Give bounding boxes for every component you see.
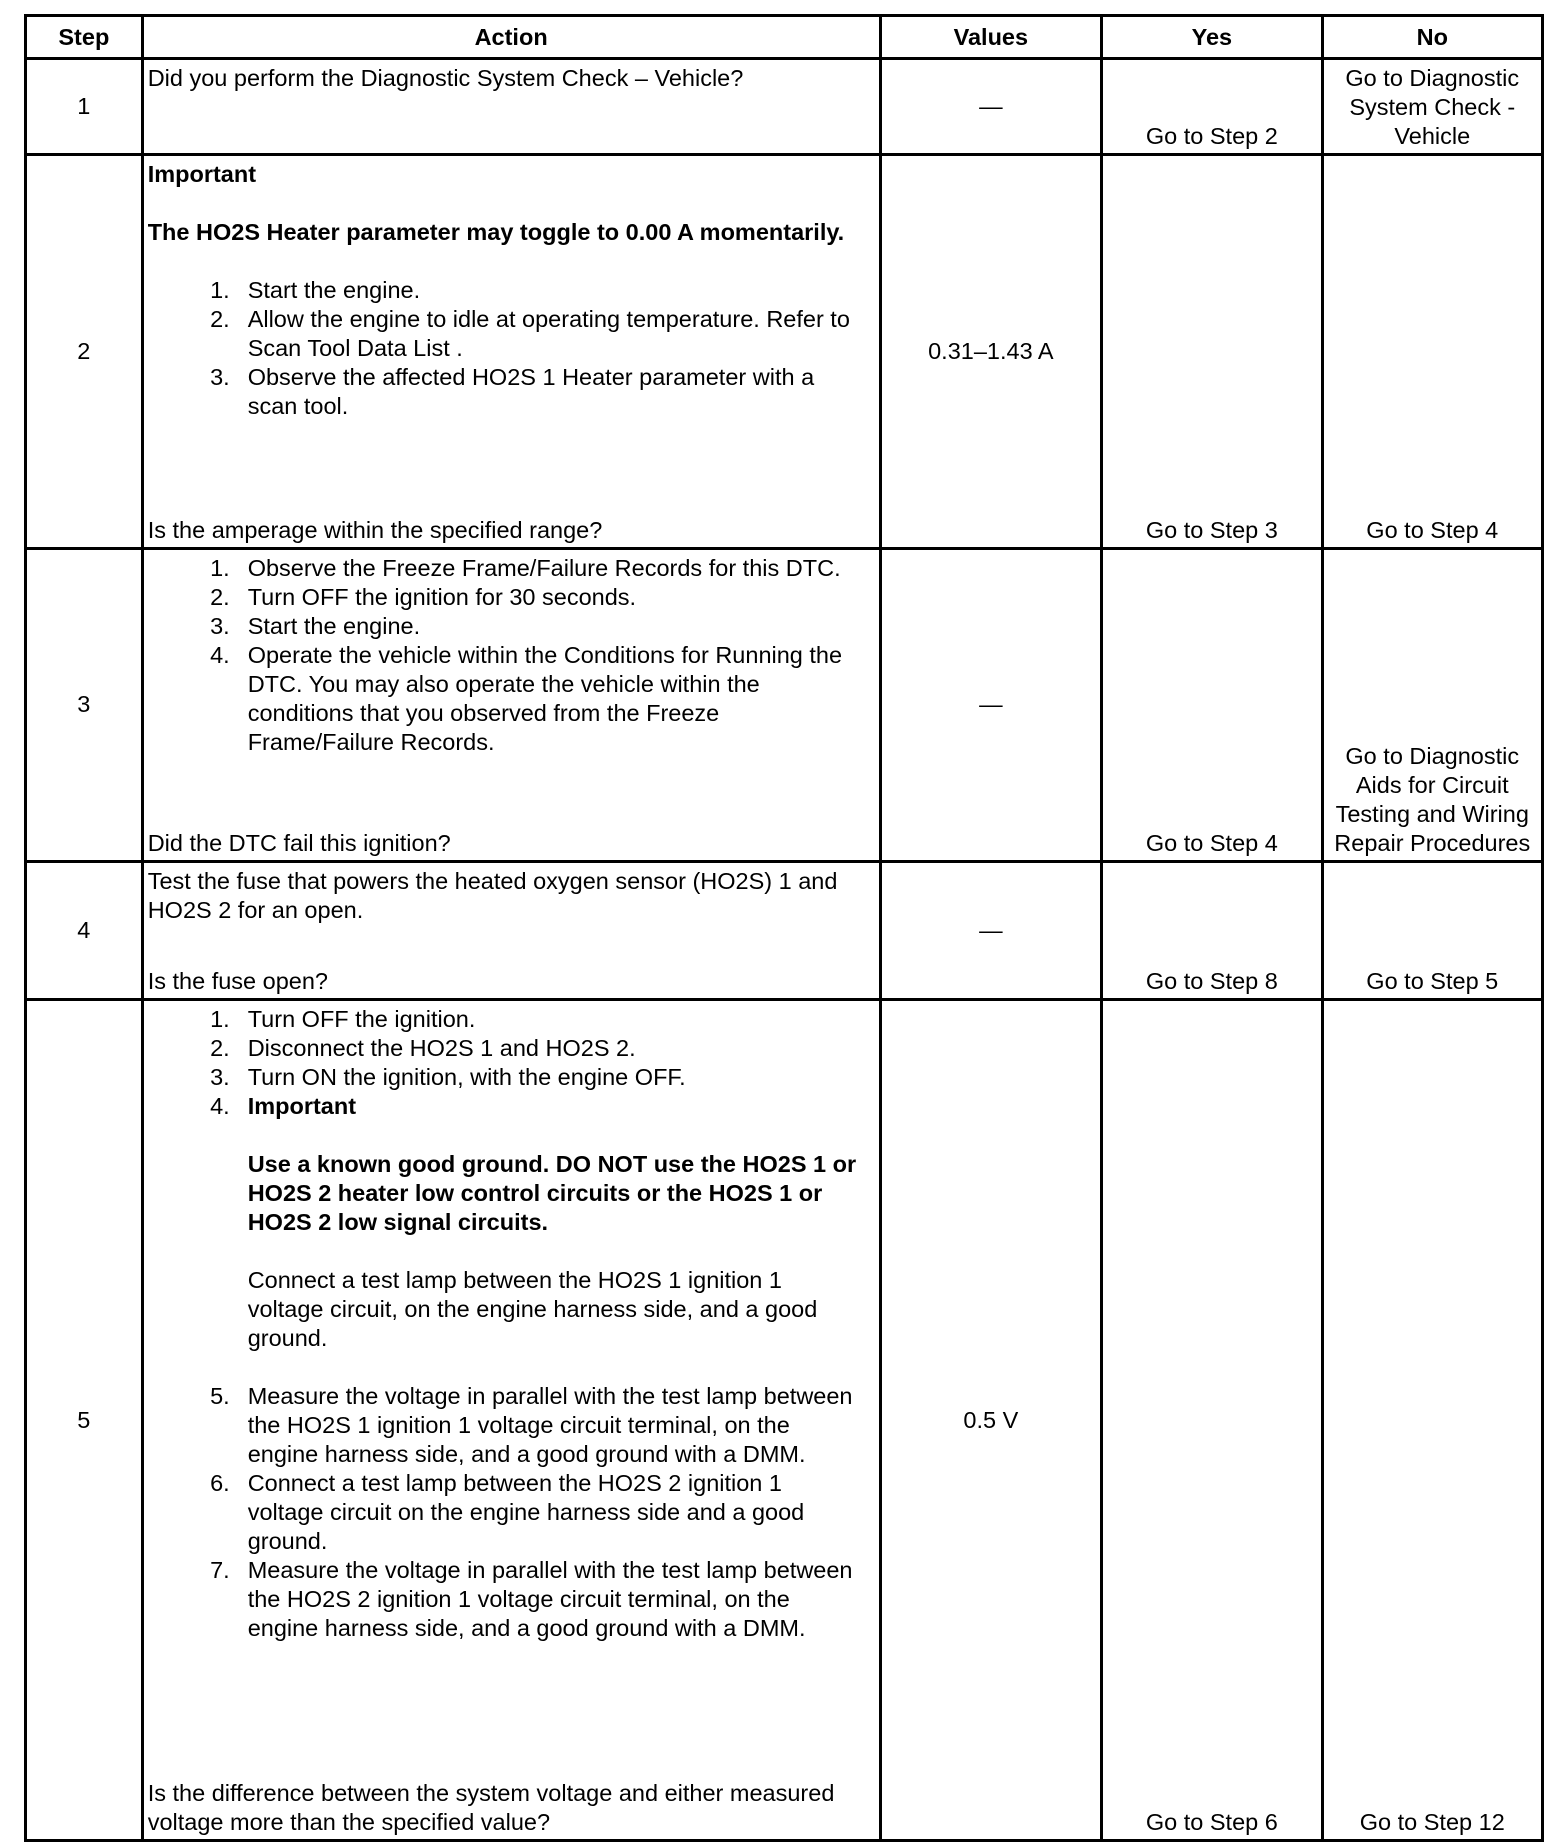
no-link-text: Go to Diagnostic System Check - Vehicle	[1345, 65, 1520, 149]
no-cell: Go to Step 4	[1322, 155, 1542, 548]
list-item: 2. Disconnect the HO2S 1 and HO2S 2.	[210, 1035, 636, 1062]
list-item: 1. Start the engine.	[210, 277, 421, 304]
list-item: 1. Turn OFF the ignition.	[210, 1006, 476, 1033]
action-cell	[142, 861, 880, 999]
list-item: 2. Allow the engine to idle at operating temperature. Refer to Scan Tool Data List .	[210, 306, 850, 362]
header-action: Action	[142, 16, 880, 59]
value-cell: 0.31–1.43 A	[880, 155, 1102, 548]
value-cell: —	[880, 59, 1102, 155]
action-text: Did you perform the Diagnostic System Check – Vehicle?	[147, 65, 744, 91]
question-text: Did the DTC fail this ignition?	[147, 829, 451, 856]
yes-cell: Go to Step 8	[1102, 861, 1322, 999]
list-item: 5. Measure the voltage in parallel with the test lamp between the HO2S 1 ignition 1 voltage circuit terminal, on the engine harness side, and a good ground with a DMM.	[210, 1383, 853, 1468]
yes-cell: Go to Step 4	[1102, 548, 1322, 861]
list-item: 7. Measure the voltage in parallel with the test lamp between the HO2S 2 ignition 1 voltage circuit terminal, on the engine harness side, and a good ground with a DMM.	[210, 1557, 853, 1642]
list-item: 3. Observe the affected HO2S 1 Heater parameter with a scan tool.	[210, 364, 815, 420]
list-item: 4. Operate the vehicle within the Conditions for Running the DTC. You may also operate the vehicle within the conditions that you observed from the Freeze Frame/Failure Records.	[210, 641, 843, 755]
action-cell	[142, 1000, 880, 1841]
header-row	[26, 16, 1543, 59]
table-row-step-4	[26, 861, 1543, 999]
action-cell	[142, 155, 880, 548]
action-text: Test the fuse that powers the heated oxygen sensor (HO2S) 1 and HO2S 2 for an open.	[147, 867, 838, 923]
no-cell	[1322, 59, 1542, 155]
list-item: 3. Start the engine.	[210, 612, 421, 639]
header-yes: Yes	[1102, 16, 1322, 59]
important-note: Use a known good ground. DO NOT use the HO2S 1 or HO2S 2 heater low control circuits or the HO2S 1 or HO2S 2 low signal circuits.	[247, 1151, 857, 1236]
step-number: 1	[26, 59, 143, 155]
instruction-list	[148, 554, 875, 757]
table-row-step-5	[26, 1000, 1543, 1841]
value-cell: —	[880, 861, 1102, 999]
important-note: The HO2S Heater parameter may toggle to 0.00 A momentarily.	[147, 219, 845, 246]
question-text: Is the difference between the system voltage and either measured voltage more than the specified value?	[147, 1780, 835, 1835]
step-number: 3	[26, 548, 143, 861]
header-values: Values	[880, 16, 1102, 59]
step-number: 5	[26, 1000, 143, 1841]
table-row-step-1	[26, 59, 1543, 155]
yes-cell: Go to Step 6	[1102, 1000, 1322, 1841]
list-item: 3. Turn ON the ignition, with the engine OFF.	[210, 1064, 686, 1091]
list-item: 4. Important	[210, 1093, 357, 1120]
question-text: Is the fuse open?	[147, 968, 328, 995]
instruction-list	[148, 276, 875, 421]
header-no: No	[1322, 16, 1542, 59]
item4-text: Connect a test lamp between the HO2S 1 ignition 1 voltage circuit, on the engine harness side, and a good ground.	[247, 1267, 818, 1352]
list-item: 2. Turn OFF the ignition for 30 seconds.	[210, 583, 637, 610]
table-row-step-2	[26, 155, 1543, 548]
value-cell: —	[880, 548, 1102, 861]
action-cell	[142, 548, 880, 861]
no-cell: Go to Step 5	[1322, 861, 1542, 999]
action-cell	[142, 59, 880, 155]
yes-cell: Go to Step 2	[1102, 59, 1322, 155]
step-number: 2	[26, 155, 143, 548]
step-number: 4	[26, 861, 143, 999]
yes-cell: Go to Step 3	[1102, 155, 1322, 548]
important-label: Important	[147, 161, 257, 188]
diagnostic-table	[24, 14, 1544, 1842]
no-cell: Go to Step 12	[1322, 1000, 1542, 1841]
table-row-step-3	[26, 548, 1543, 861]
value-cell: 0.5 V	[880, 1000, 1102, 1841]
question-text: Is the amperage within the specified range?	[147, 516, 603, 543]
instruction-list-continued	[148, 1382, 875, 1643]
list-item: 1. Observe the Freeze Frame/Failure Records for this DTC.	[210, 554, 841, 581]
no-cell: Go to Diagnostic Aids for Circuit Testing and Wiring Repair Procedures	[1322, 548, 1542, 861]
header-step: Step	[26, 16, 143, 59]
list-item: 6. Connect a test lamp between the HO2S 2 ignition 1 voltage circuit on the engine harness side and a good ground.	[210, 1470, 805, 1555]
instruction-list	[148, 1005, 875, 1121]
